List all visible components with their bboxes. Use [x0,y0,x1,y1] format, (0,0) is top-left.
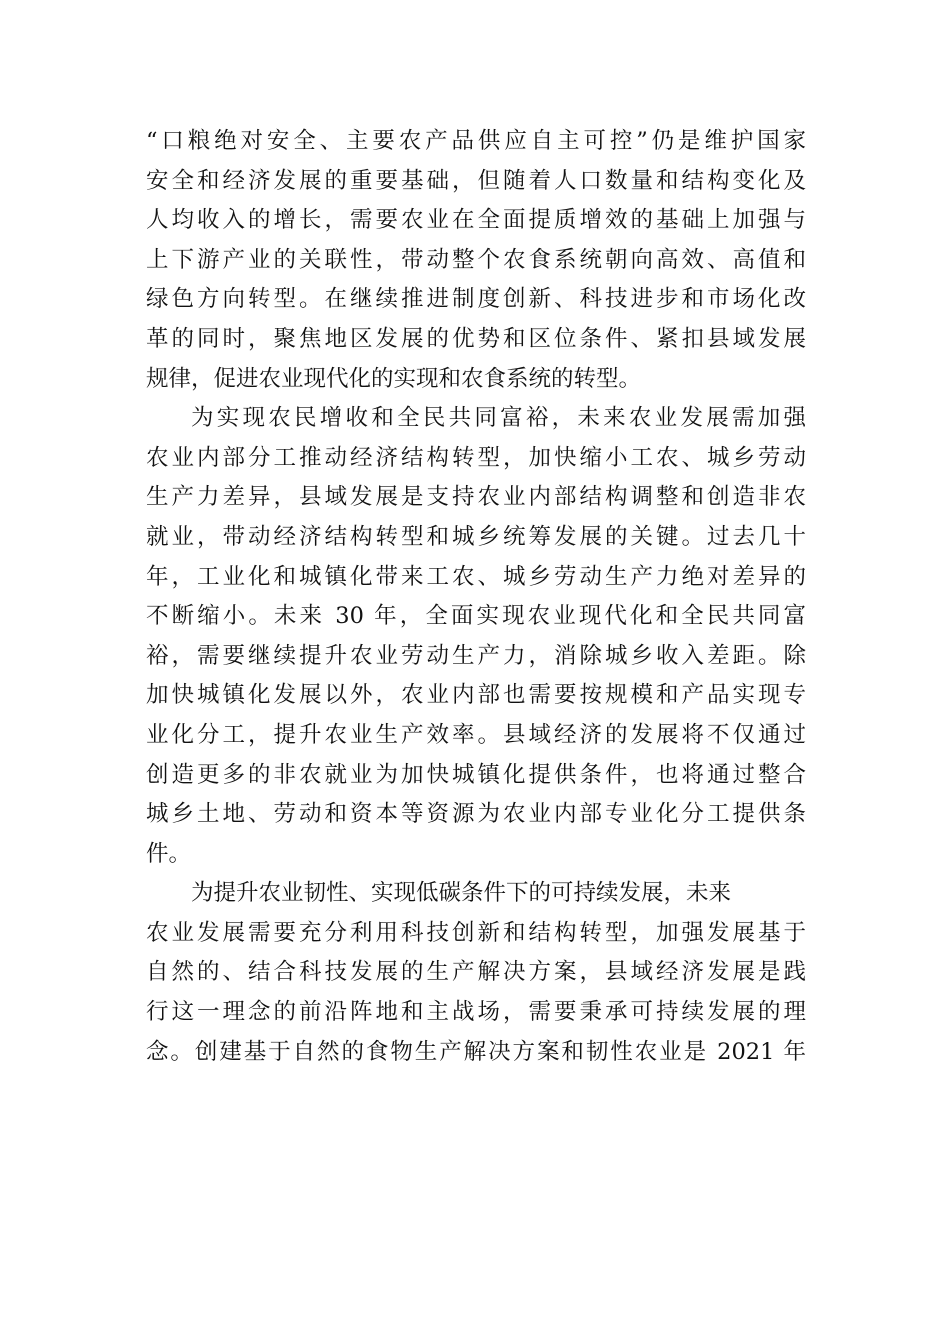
text-line: 念。创建基于自然的食物生产解决方案和韧性农业是 2021 年 [146,1038,806,1065]
text-line: 革的同时，聚焦地区发展的优势和区位条件、紧扣县域发展 [146,325,806,352]
text-line: 创造更多的非农就业为加快城镇化提供条件，也将通过整合 [146,761,806,788]
text-line: 行这一理念的前沿阵地和主战场，需要秉承可持续发展的理 [146,999,806,1026]
text-line: 就业，带动经济结构转型和城乡统筹发展的关键。过去几十 [146,523,806,550]
text-line: 农业内部分工推动经济结构转型，加快缩小工农、城乡劳动 [146,444,806,471]
body-text [146,122,806,1072]
paragraph-first-line: 为实现农民增收和全民共同富裕，未来农业发展需加强 [191,405,806,432]
text-line: 生产力差异，县域发展是支持农业内部结构调整和创造非农 [146,484,806,511]
text-line: 裕，需要继续提升农业劳动生产力，消除城乡收入差距。除 [146,642,806,669]
text-line: 农业发展需要充分利用科技创新和结构转型，加强发展基于 [146,919,806,946]
text-line: 件。 [146,840,192,867]
text-line: 规律，促进农业现代化的实现和农食系统的转型。 [146,365,642,392]
text-line: “口粮绝对安全、主要农产品供应自主可控”仍是维护国家 [146,128,806,154]
text-line: 年，工业化和城镇化带来工农、城乡劳动生产力绝对差异的 [146,563,806,590]
text-line: 上下游产业的关联性，带动整个农食系统朝向高效、高值和 [146,246,806,273]
text-line: 不断缩小。未来 30 年，全面实现农业现代化和全民共同富 [146,603,806,630]
text-line: 安全和经济发展的重要基础，但随着人口数量和结构变化及 [146,167,806,194]
text-line: 自然的、结合科技发展的生产解决方案，县域经济发展是践 [146,959,806,986]
text-line: 加快城镇化发展以外，农业内部也需要按规模和产品实现专 [146,682,806,709]
text-line: 城乡土地、劳动和资本等资源为农业内部专业化分工提供条 [146,801,806,828]
text-line: 人均收入的增长，需要农业在全面提质增效的基础上加强与 [146,207,806,234]
text-line: 绿色方向转型。在继续推进制度创新、科技进步和市场化改 [146,286,806,313]
text-line: 业化分工，提升农业生产效率。县域经济的发展将不仅通过 [146,721,806,748]
paragraph-first-line: 为提升农业韧性、实现低碳条件下的可持续发展，未来 [191,880,732,907]
